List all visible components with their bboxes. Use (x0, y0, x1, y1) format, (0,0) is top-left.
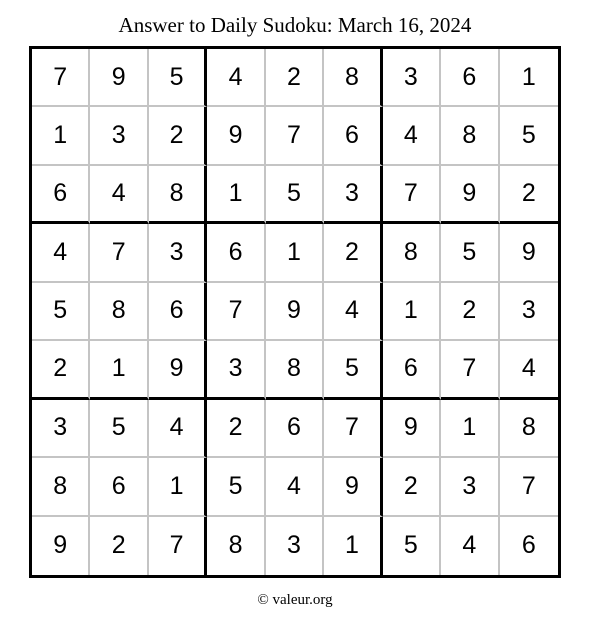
sudoku-cell: 5 (383, 517, 441, 575)
sudoku-cell: 7 (149, 517, 207, 575)
sudoku-cell: 5 (266, 166, 324, 224)
sudoku-cell: 4 (500, 341, 558, 399)
page-title: Answer to Daily Sudoku: March 16, 2024 (118, 13, 472, 37)
sudoku-cell: 6 (521, 531, 536, 560)
sudoku-cell: 4 (90, 166, 148, 224)
sudoku-grid (29, 46, 561, 578)
sudoku-cell: 6 (207, 224, 265, 282)
sudoku-cell: 2 (149, 107, 207, 165)
sudoku-cell: 4 (441, 517, 499, 575)
sudoku-cell: 4 (383, 107, 441, 165)
sudoku-cell: 1 (207, 166, 265, 224)
sudoku-cell: 7 (90, 224, 148, 282)
sudoku-cell: 4 (324, 283, 382, 341)
sudoku-cell: 5 (90, 400, 148, 458)
sudoku-cell: 5 (500, 107, 558, 165)
sudoku-cell: 2 (383, 458, 441, 516)
sudoku-cell: 8 (90, 283, 148, 341)
sudoku-cell: 2 (266, 49, 324, 107)
sudoku-cell: 7 (32, 49, 90, 107)
sudoku-cell: 4 (32, 224, 90, 282)
sudoku-cell: 6 (383, 341, 441, 399)
sudoku-cell: 7 (383, 166, 441, 224)
sudoku-cell: 9 (500, 224, 558, 282)
sudoku-cell: 4 (266, 458, 324, 516)
sudoku-cell: 8 (32, 458, 90, 516)
sudoku-cell: 3 (441, 458, 499, 516)
sudoku-cell: 1 (441, 400, 499, 458)
sudoku-cell: 9 (324, 458, 382, 516)
copyright-footer: © valeur.org (257, 592, 333, 608)
sudoku-cell: 8 (149, 166, 207, 224)
sudoku-cell: 9 (90, 49, 148, 107)
sudoku-cell: 6 (149, 283, 207, 341)
sudoku-cell: 5 (32, 283, 90, 341)
sudoku-cell: 5 (207, 458, 265, 516)
sudoku-cell: 8 (324, 49, 382, 107)
sudoku-cell: 2 (32, 341, 90, 399)
sudoku-cell: 6 (266, 400, 324, 458)
sudoku-cell: 6 (324, 107, 382, 165)
sudoku-cell: 9 (383, 400, 441, 458)
sudoku-cell: 3 (32, 400, 90, 458)
sudoku-cell: 5 (324, 341, 382, 399)
sudoku-cell: 2 (500, 166, 558, 224)
sudoku-cell: 3 (324, 166, 382, 224)
sudoku-cell: 8 (266, 341, 324, 399)
sudoku-cell: 2 (207, 400, 265, 458)
sudoku-cell: 3 (383, 49, 441, 107)
sudoku-cell: 8 (207, 517, 265, 575)
sudoku-cell: 3 (90, 107, 148, 165)
sudoku-cell: 7 (207, 283, 265, 341)
sudoku-cell: 7 (324, 400, 382, 458)
sudoku-cell: 9 (32, 517, 90, 575)
sudoku-cell: 7 (441, 341, 499, 399)
sudoku-cell: 9 (149, 341, 207, 399)
sudoku-cell: 3 (207, 341, 265, 399)
sudoku-cell: 1 (383, 283, 441, 341)
sudoku-cell: 3 (500, 283, 558, 341)
sudoku-cell: 1 (500, 49, 558, 107)
sudoku-cell: 6 (441, 49, 499, 107)
sudoku-cell: 1 (266, 224, 324, 282)
sudoku-cell: 2 (324, 224, 382, 282)
sudoku-cell: 7 (500, 458, 558, 516)
sudoku-cell: 6 (32, 166, 90, 224)
sudoku-cell: 1 (90, 341, 148, 399)
sudoku-cell: 1 (149, 458, 207, 516)
sudoku-cell: 8 (441, 107, 499, 165)
sudoku-cell: 1 (324, 517, 382, 575)
sudoku-cell: 9 (266, 283, 324, 341)
sudoku-cell: 8 (383, 224, 441, 282)
sudoku-cell: 3 (149, 224, 207, 282)
sudoku-cell: 7 (266, 107, 324, 165)
sudoku-cell: 3 (266, 517, 324, 575)
sudoku-cell: 8 (500, 400, 558, 458)
sudoku-cell: 6 (90, 458, 148, 516)
sudoku-cell: 4 (207, 49, 265, 107)
sudoku-cell: 5 (441, 224, 499, 282)
sudoku-cell: 1 (32, 107, 90, 165)
sudoku-cell: 5 (149, 49, 207, 107)
sudoku-cell: 4 (149, 400, 207, 458)
sudoku-cell: 9 (207, 107, 265, 165)
sudoku-cell: 2 (90, 517, 148, 575)
sudoku-cell: 9 (441, 166, 499, 224)
sudoku-cell: 2 (441, 283, 499, 341)
